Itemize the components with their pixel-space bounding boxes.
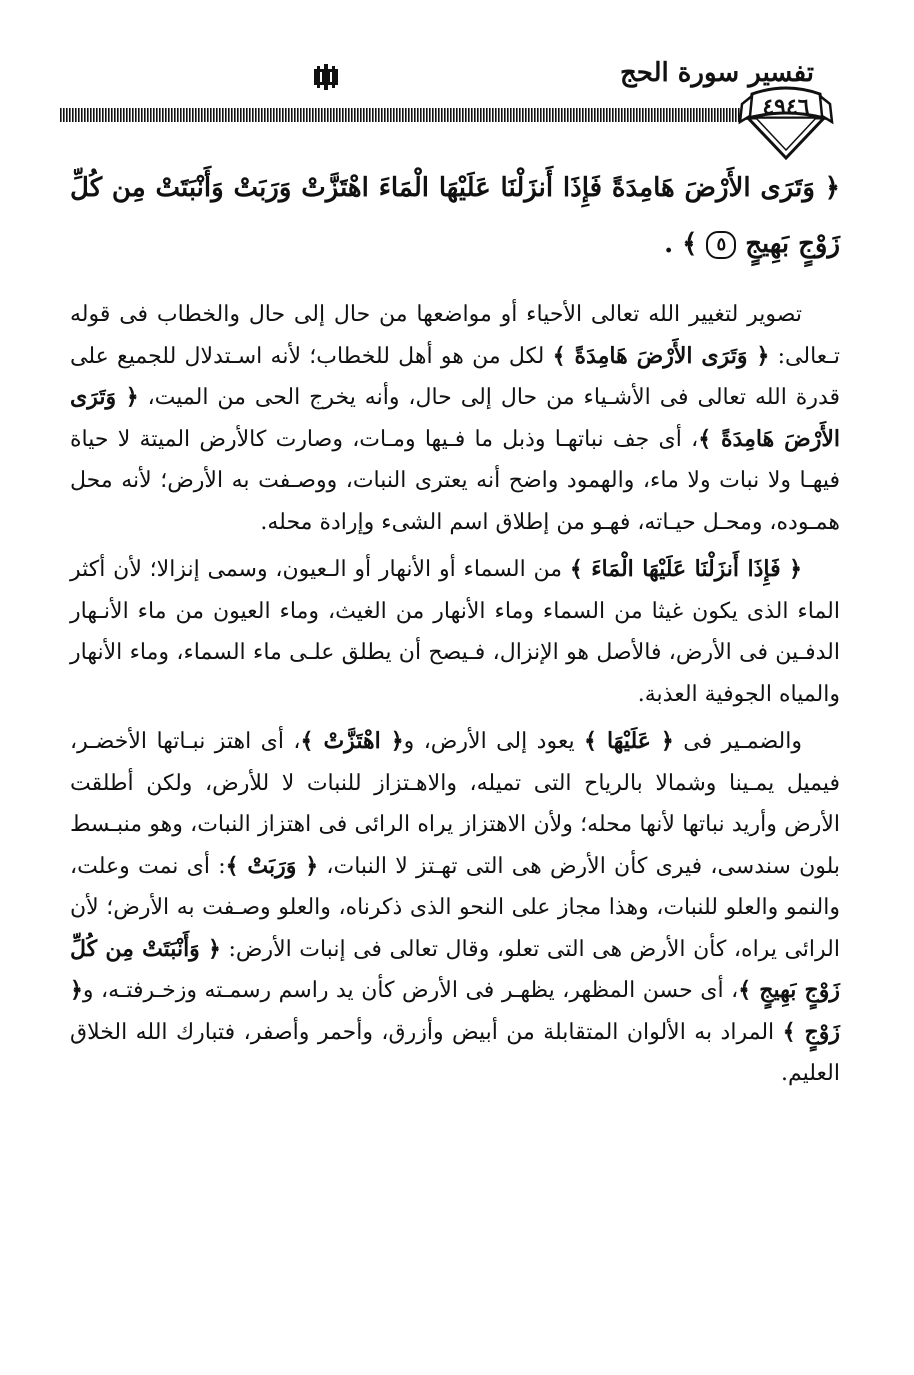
quran-quote: ﴿ وَرَبَتْ ﴾ (225, 852, 319, 879)
text-run: يعود إلى الأرض، و (403, 729, 584, 754)
text-run: ، أى حسن المظهر، يظهـر فى الأرض كأن يد راسم رسمـته وزخـرفتـه، و (82, 978, 739, 1003)
quran-quote: ﴿ وَتَرَى الأَرْضَ هَامِدَةً ﴾ (70, 384, 840, 452)
verse-text: ﴿ وَتَرَى الأَرْضَ هَامِدَةً فَإِذَا أَنزَلْنَا عَلَيْهَا الْمَاءَ اهْتَزَّتْ وَرَبَتْ وَأَنْبَتَتْ مِن كُلِّ زَوْجٍ بَهِيجٍ (70, 173, 840, 259)
text-run: والضمـير فى (673, 729, 802, 754)
text-run: ، أى اهتز نبـاتها الأخضـر، فيميل يمـينا وشمالا بالرياح التى تميله، والاهـتزاز للنبات لا للأرض، ولكن أطلقت الأرض وأريد نباتها لأنها محله؛ ولأن الاهتزاز يراه الرائى فى اهتزاز النبات، وهو منبـسط بلون سندسى، فيرى كأن الأرض هى التى تهـتز لا النبات، (70, 729, 841, 879)
quran-quote: ﴿ اهْتَزَّتْ ﴾ (300, 728, 404, 754)
quran-quote: ﴿ فَإِذَا أَنزَلْنَا عَلَيْهَا الْمَاءَ ﴾ (569, 556, 802, 582)
paragraph-1 (70, 294, 840, 543)
quran-quote: ﴿ زَوْجٍ ﴾ (70, 977, 840, 1045)
quran-quote: ﴿ وَأَنْبَتَتْ مِن كُلِّ زَوْجٍ بَهِيجٍ ﴾ (70, 935, 841, 1003)
header-rule (60, 108, 740, 122)
quran-quote: ﴿ عَلَيْهَا ﴾ (583, 728, 674, 754)
text-run: لكل من هو أهل للخطاب؛ لأنه اسـتدلال للجميع على قدرة الله تعالى فى الأشـياء من حال إلى حال، وأنه يخرج الحى من الميت، (70, 343, 841, 410)
verse-number: ٥ (706, 231, 736, 259)
paragraph-2 (70, 549, 840, 715)
page-body (70, 160, 840, 1101)
running-title: تفسير سورة الحج (620, 58, 814, 88)
page-number: ٤٩٤٦ (762, 94, 810, 120)
text-run: المراد به الألوان المتقابلة من أبيض وأزرق، وأحمر وأصفر، فتبارك الله الخلاق العليم. (70, 1019, 840, 1086)
text-run: : أى نمت وعلت، والنمو والعلو للنبات، وهذا مجاز على النحو الذى ذكرناه، والعلو وصـفت به الأرض؛ لأن الرائى يراه، كأن الأرض هى التى تعلو، وقال تعالى فى إنبات الأرض: (70, 853, 840, 962)
quran-quote: ﴿ وَتَرَى الأَرْضَ هَامِدَةً ﴾ (552, 342, 770, 369)
text-run: ، أى جف نباتهـا وذبل ما فـيها ومـات، وصارت كالأرض الميتة لا حياة فيهـا ولا نبات ولا ماء، والهمود واضح أنه يعترى النبات، ووصـفت به الأرض؛ لأنه محل همـوده، ومحـل حيـاته، فهـو من إطلاق اسم الشىء وإرادة محله. (70, 426, 840, 535)
page-header (0, 0, 914, 170)
text-run: من السماء أو الأنهار أو الـعيون، وسمى إنزالا؛ لأن أكثر الماء الذى يكون غيثا من السماء وماء الأنهار من الغيث، وماء العيون من ماء الأنـهار الدفـين فى الأرض، فالأصل هو الإنزال، فـيصح أن يطلق علـى ماء السماء، وماء الأنهار والمياه الجوفية العذبة. (70, 557, 840, 707)
paragraph-3 (70, 721, 840, 1095)
text-run: تصوير لتغيير الله تعالى الأحياء أو مواضعها من حال إلى حال والخطاب فى قوله تـعالى: (70, 302, 840, 369)
verse-block (70, 160, 840, 272)
header-ornament-icon (312, 64, 340, 90)
verse-close: ﴾ . (664, 229, 698, 259)
